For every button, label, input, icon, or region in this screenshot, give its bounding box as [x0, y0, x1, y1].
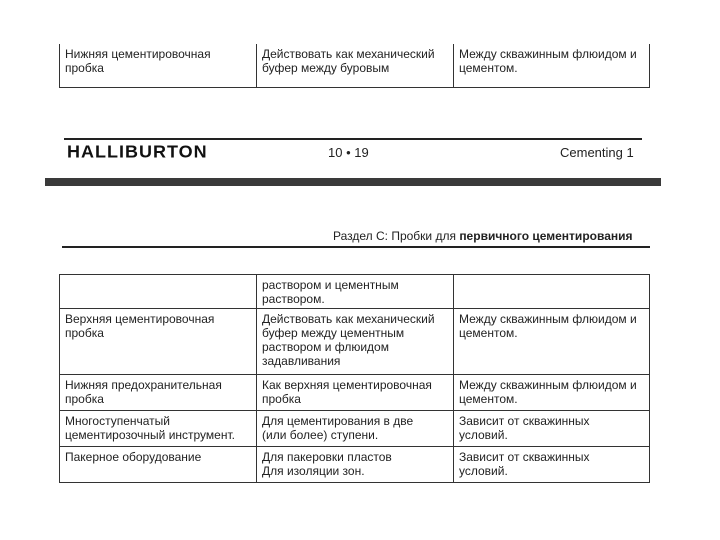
table-cell: Действовать как механический буфер между цементным раствором и флюидом задавливания [257, 309, 454, 375]
table-cell: раствором и цементным раствором. [257, 275, 454, 309]
table-cell: Действовать как механический буфер между буровым [257, 44, 454, 88]
footer-rule [64, 138, 642, 140]
table-row [60, 447, 650, 483]
section-title-bold: первичного цементирования [459, 229, 633, 243]
table-cell: Для цементирования в две (или более) ступени. [257, 411, 454, 447]
table-cell: Для пакеровки пластов Для изоляции зон. [257, 447, 454, 483]
table-row [60, 44, 650, 88]
table-row [60, 309, 650, 375]
table-cell: Как верхняя цементировочная пробка [257, 375, 454, 411]
top-table-fragment [59, 44, 650, 88]
table-cell: Пакерное оборудование [60, 447, 257, 483]
table-row [60, 275, 650, 309]
table-row [60, 411, 650, 447]
table-cell: Между скважинным флюидом и цементом. [454, 44, 650, 88]
table-cell: Нижняя предохранительная пробка [60, 375, 257, 411]
table-cell: Многоступенчатый цементирозочный инструмент. [60, 411, 257, 447]
page-number: 10 • 19 [328, 145, 369, 160]
plugs-table [59, 274, 650, 483]
section-title [333, 229, 633, 243]
table-cell: Между скважинным флюидом и цементом. [454, 375, 650, 411]
table-cell: Зависит от скважинных условий. [454, 447, 650, 483]
document-name: Cementing 1 [560, 145, 634, 160]
table-cell: Нижняя цементировочная пробка [60, 44, 257, 88]
table-cell: Зависит от скважинных условий. [454, 411, 650, 447]
table-cell [60, 275, 257, 309]
table-cell: Верхняя цементировочная пробка [60, 309, 257, 375]
header-rule [62, 246, 650, 248]
table-row [60, 375, 650, 411]
page-separator-bar [45, 178, 661, 186]
table-cell: Между скважинным флюидом и цементом. [454, 309, 650, 375]
section-title-prefix: Раздел С: Пробки для [333, 229, 460, 243]
halliburton-logo: HALLIBURTON [67, 142, 208, 162]
table-cell [454, 275, 650, 309]
